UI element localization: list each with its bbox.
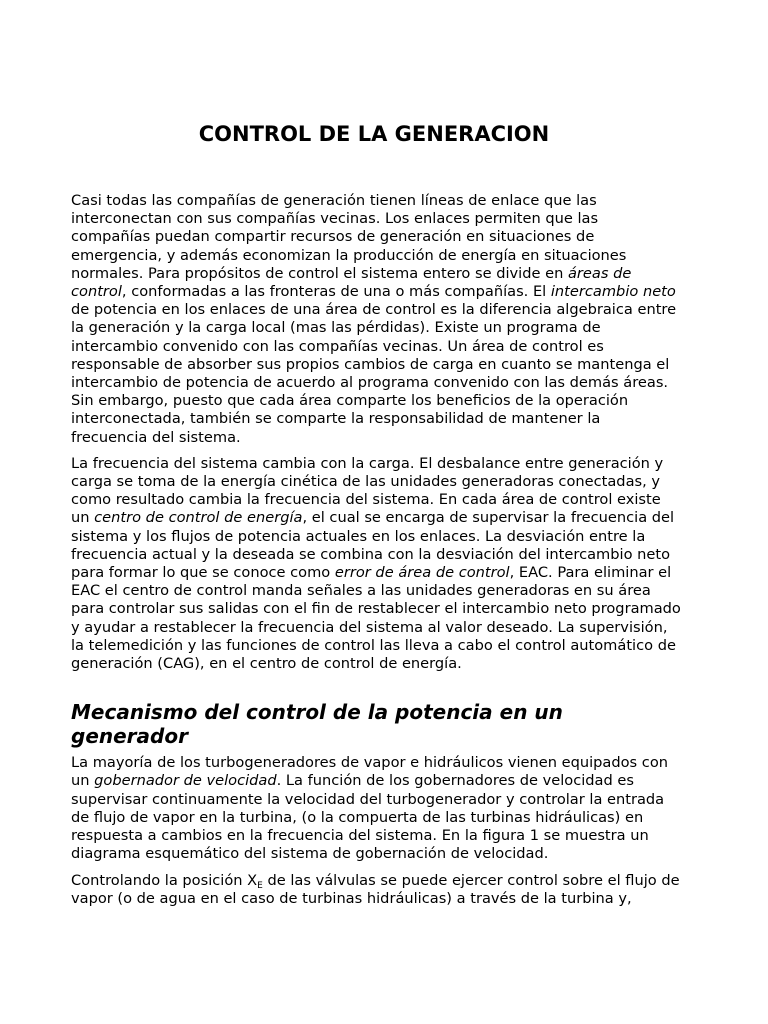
subscript-e: E bbox=[257, 880, 263, 891]
text-run: Casi todas las compañías de generación tienen líneas de enlace que las interconectan con sus compañías vecinas. Los enlaces permiten que las compañías puedan compartir recursos de generación en situaciones de emergencia, y además economizan la producción de energía en situaciones normales. Para propósitos de control el sistema entero se divide en bbox=[71, 192, 627, 282]
document-title: CONTROL DE LA GENERACION bbox=[198, 122, 550, 146]
text-run: . La función de los gobernadores de velocidad es supervisar continuamente la velocidad del turbogenerador y controlar la entrada de flujo de vapor en la turbina, (o la compuerta de las turbinas hidráulicas) en respuesta a cambios en la frecuencia del sistema. En la figura 1 se muestra un diagrama esquemático del sistema de gobernación de velocidad. bbox=[71, 772, 665, 863]
italic-term-areas-de-control: áreas de control bbox=[71, 264, 632, 301]
text-run: de las válvulas se puede ejercer control sobre el flujo de vapor (o de agua en el caso de turbinas hidráulicas) a través de la turbina y, bbox=[71, 871, 680, 907]
paragraph-frecuencia bbox=[71, 455, 681, 673]
text-run: La frecuencia del sistema cambia con la carga. El desbalance entre generación y carga se toma de la energía cinética de las unidades generadoras conectadas, y como resultado cambia la frecuencia del sistema. En cada área de control existe un bbox=[71, 454, 664, 527]
italic-term-intercambio-neto: intercambio neto bbox=[550, 283, 676, 301]
text-run: , EAC. Para eliminar el EAC el centro de control manda señales a las unidades generadoras en su área para controlar sus salidas con el fin de restablecer el intercambio neto programado y ayudar a restablecer la frecuencia del sistema al valor deseado. La supervisión, la telemedición y las funciones de control las lleva a cabo el control automático de generación (CAG), en el centro de control de energía. bbox=[71, 564, 681, 673]
paragraph-intro bbox=[71, 192, 681, 447]
italic-term-centro-de-control: centro de control de energía bbox=[94, 509, 303, 527]
text-run: , el cual se encarga de supervisar la frecuencia del sistema y los flujos de potencia actuales en los enlaces. La desviación entre la frecuencia actual y la deseada se combina con la desviación del intercambio neto para formar lo que se conoce como bbox=[71, 509, 675, 582]
text-run: La mayoría de los turbogeneradores de vapor e hidráulicos vienen equipados con un bbox=[71, 754, 668, 790]
text-run: Controlando la posición X bbox=[71, 871, 258, 889]
paragraph-posicion bbox=[71, 872, 681, 908]
italic-term-gobernador: gobernador de velocidad bbox=[94, 772, 277, 790]
document-body bbox=[71, 192, 681, 916]
italic-term-error-de-area: error de área de control bbox=[334, 564, 510, 582]
section-heading: Mecanismo del control de la potencia en un generador bbox=[71, 700, 563, 749]
text-run: , conformadas a las fronteras de una o más compañías. El bbox=[121, 283, 551, 301]
paragraph-gobernador bbox=[71, 754, 681, 863]
text-run: de potencia en los enlaces de una área de control es la diferencia algebraica entre la generación y la carga local (mas las pérdidas). Existe un programa de intercambio convenido con las compañías vecinas. Un área de control es responsable de absorber sus propios cambios de carga en cuanto se mantenga el intercambio de potencia de acuerdo al programa convenido con las demás áreas. Sin embargo, puesto que cada área comparte los beneficios de la operación interconectada, también se comparte la responsabilidad de mantener la frecuencia del sistema. bbox=[71, 301, 677, 446]
